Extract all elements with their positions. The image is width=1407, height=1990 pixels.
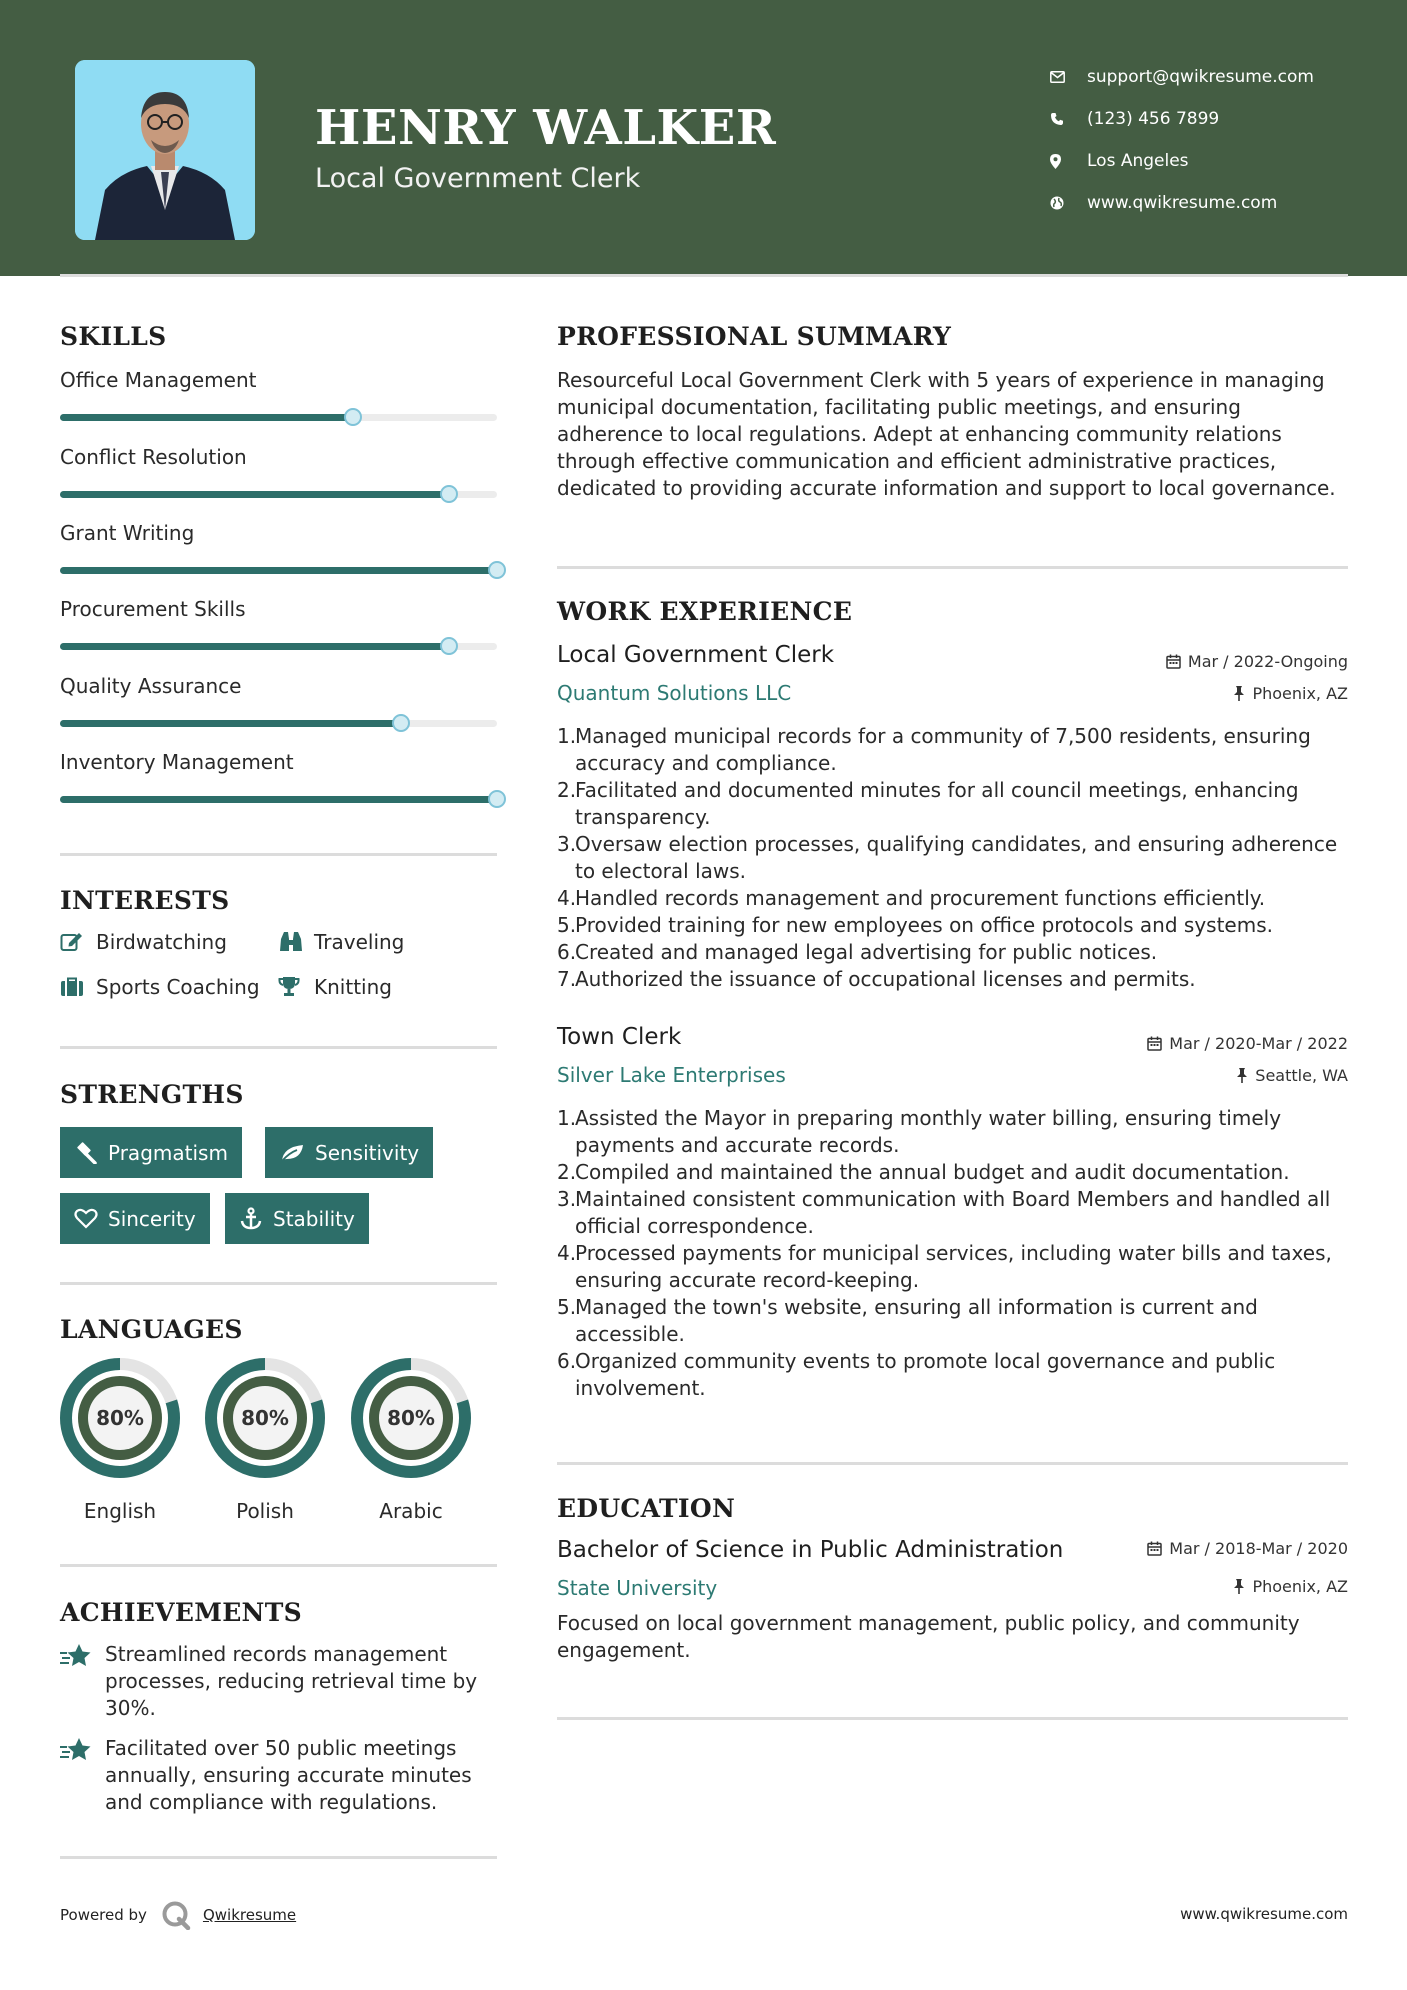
job-date bbox=[1147, 1034, 1348, 1053]
phone-icon bbox=[1050, 112, 1087, 126]
interest-label: Knitting bbox=[314, 975, 392, 999]
achievement-text: Facilitated over 50 public meetings annually, ensuring accurate minutes and compliance with regulations. bbox=[105, 1736, 472, 1814]
education-location bbox=[1233, 1577, 1348, 1596]
footer-powered-by bbox=[60, 1900, 296, 1930]
interest-item bbox=[60, 975, 260, 999]
duty-text: Provided training for new employees on office protocols and systems. bbox=[575, 913, 1273, 937]
gavel-icon bbox=[74, 1142, 98, 1164]
duty-item: 2. Compiled and maintained the annual budget and audit documentation. bbox=[557, 1160, 1290, 1184]
strengths-heading: STRENGTHS bbox=[60, 1080, 244, 1109]
duty-item: 1. Managed municipal records for a community of 7,500 residents, ensuring accuracy and compliance. bbox=[557, 723, 1352, 777]
education-location-text: Phoenix, AZ bbox=[1252, 1577, 1348, 1596]
star-icon bbox=[60, 1735, 105, 1816]
header-divider bbox=[60, 274, 1348, 277]
language-name: Arabic bbox=[379, 1499, 443, 1523]
candidate-name: HENRY WALKER bbox=[315, 100, 777, 156]
language-item bbox=[204, 1357, 326, 1523]
skill-bar bbox=[60, 796, 497, 803]
degree-title: Bachelor of Science in Public Administration bbox=[557, 1537, 1064, 1563]
powered-by-text: Powered by bbox=[60, 1906, 147, 1924]
language-percent: 80% bbox=[96, 1406, 144, 1430]
pencil-square-icon bbox=[60, 931, 96, 953]
contact-phone-text: (123) 456 7899 bbox=[1087, 109, 1220, 129]
skill-bar-fill bbox=[60, 567, 497, 574]
contact-list bbox=[1050, 56, 1314, 224]
calendar-icon bbox=[1166, 654, 1181, 669]
duty-list bbox=[557, 723, 1352, 993]
education-date bbox=[1147, 1539, 1348, 1558]
strength-tag bbox=[60, 1127, 242, 1178]
duty-text: Facilitated and documented minutes for all council meetings, enhancing transparency. bbox=[575, 778, 1299, 829]
skill-bar bbox=[60, 643, 497, 650]
duty-text: Created and managed legal advertising for public notices. bbox=[575, 940, 1158, 964]
achievement-text: Streamlined records management processes, reducing retrieval time by 30%. bbox=[105, 1642, 478, 1720]
section-divider bbox=[60, 1564, 497, 1567]
language-ring bbox=[59, 1357, 181, 1479]
skills-heading: SKILLS bbox=[60, 322, 167, 351]
language-item bbox=[350, 1357, 472, 1523]
duty-list bbox=[557, 1105, 1352, 1402]
education-description: Focused on local government management, public policy, and community engagement. bbox=[557, 1611, 1300, 1662]
qwikresume-logo-icon bbox=[161, 1900, 191, 1930]
duty-text: Organized community events to promote local governance and public involvement. bbox=[575, 1349, 1276, 1400]
job-date-text: Mar / 2020-Mar / 2022 bbox=[1169, 1034, 1348, 1053]
language-ring bbox=[204, 1357, 326, 1479]
duty-item: 3. Maintained consistent communication with Board Members and handled all official correspondence. bbox=[557, 1186, 1352, 1240]
job-location bbox=[1233, 684, 1348, 703]
language-name: Polish bbox=[236, 1499, 294, 1523]
anchor-icon bbox=[239, 1207, 263, 1231]
star-icon bbox=[60, 1641, 105, 1722]
contact-email-text: support@qwikresume.com bbox=[1087, 67, 1314, 87]
school-name: State University bbox=[557, 1576, 718, 1600]
duty-text: Assisted the Mayor in preparing monthly water billing, ensuring timely payments and accurate records. bbox=[575, 1106, 1282, 1157]
briefcase-icon bbox=[60, 977, 96, 997]
job-location bbox=[1236, 1066, 1348, 1085]
contact-location bbox=[1050, 140, 1314, 182]
skill-label: Office Management bbox=[60, 368, 257, 392]
languages-heading: LANGUAGES bbox=[60, 1315, 243, 1344]
strength-tag bbox=[225, 1193, 369, 1244]
skill-label: Procurement Skills bbox=[60, 597, 246, 621]
job-date bbox=[1166, 652, 1348, 671]
binoculars-icon bbox=[278, 931, 314, 953]
job-location-text: Phoenix, AZ bbox=[1252, 684, 1348, 703]
strength-label: Stability bbox=[273, 1206, 355, 1231]
duty-item: 2. Facilitated and documented minutes for all council meetings, enhancing transparency. bbox=[557, 777, 1352, 831]
duty-text: Compiled and maintained the annual budget and audit documentation. bbox=[575, 1160, 1290, 1184]
interest-label: Traveling bbox=[314, 930, 405, 954]
job-location-text: Seattle, WA bbox=[1255, 1066, 1348, 1085]
duty-item: 4. Handled records management and procurement functions efficiently. bbox=[557, 886, 1266, 910]
skill-bar bbox=[60, 414, 497, 421]
company-name: Silver Lake Enterprises bbox=[557, 1063, 786, 1087]
duty-item: 5. Managed the town's website, ensuring all information is current and accessible. bbox=[557, 1294, 1352, 1348]
heart-icon bbox=[74, 1208, 98, 1229]
duty-text: Processed payments for municipal services, including water bills and taxes, ensuring accurate record-keeping. bbox=[575, 1241, 1332, 1292]
skill-label: Grant Writing bbox=[60, 521, 195, 545]
interest-item bbox=[60, 930, 227, 954]
header-banner bbox=[0, 0, 1407, 276]
duty-item: 1. Assisted the Mayor in preparing monthly water billing, ensuring timely payments and accurate records. bbox=[557, 1105, 1352, 1159]
duty-item: 3. Oversaw election processes, qualifying candidates, and ensuring adherence to electoral laws. bbox=[557, 831, 1352, 885]
pushpin-icon bbox=[1233, 686, 1245, 701]
duty-text: Handled records management and procurement functions efficiently. bbox=[575, 886, 1266, 910]
pushpin-icon bbox=[1233, 1579, 1245, 1594]
globe-icon bbox=[1050, 196, 1087, 210]
candidate-title: Local Government Clerk bbox=[315, 163, 641, 194]
interests-heading: INTERESTS bbox=[60, 886, 230, 915]
job-title: Local Government Clerk bbox=[557, 642, 835, 668]
contact-location-text: Los Angeles bbox=[1087, 151, 1189, 171]
achievement-item bbox=[60, 1641, 500, 1722]
contact-phone[interactable] bbox=[1050, 98, 1314, 140]
qwikresume-link[interactable]: Qwikresume bbox=[202, 1906, 297, 1924]
achievements-heading: ACHIEVEMENTS bbox=[60, 1598, 302, 1627]
language-percent: 80% bbox=[241, 1406, 289, 1430]
duty-item: 6. Organized community events to promote local governance and public involvement. bbox=[557, 1348, 1352, 1402]
section-divider bbox=[60, 1856, 497, 1859]
skill-bar-knob bbox=[488, 561, 506, 579]
job-title: Town Clerk bbox=[557, 1024, 682, 1050]
interest-item bbox=[278, 930, 404, 954]
calendar-icon bbox=[1147, 1541, 1162, 1556]
job-date-text: Mar / 2022-Ongoing bbox=[1187, 652, 1348, 671]
skill-label: Inventory Management bbox=[60, 750, 294, 774]
summary-text: Resourceful Local Government Clerk with 5 years of experience in managing municipal documentation, facilitating public meetings, and ensuring adherence to local regulations. Adept at enhancing community relations through effective communication and efficient administrative practices, dedicated to providing accurate information and support to local governance. bbox=[557, 368, 1336, 500]
duty-text: Managed municipal records for a community of 7,500 residents, ensuring accuracy and compliance. bbox=[575, 724, 1311, 775]
education-date-text: Mar / 2018-Mar / 2020 bbox=[1169, 1539, 1348, 1558]
section-divider bbox=[60, 1046, 497, 1049]
summary-heading: PROFESSIONAL SUMMARY bbox=[557, 322, 952, 351]
skill-bar bbox=[60, 720, 497, 727]
duty-item: 4. Processed payments for municipal services, including water bills and taxes, ensuring accurate record-keeping. bbox=[557, 1240, 1352, 1294]
pushpin-icon bbox=[1236, 1068, 1248, 1083]
skill-bar-knob bbox=[440, 485, 458, 503]
language-item bbox=[59, 1357, 181, 1523]
calendar-icon bbox=[1147, 1036, 1162, 1051]
duty-item: 5. Provided training for new employees on office protocols and systems. bbox=[557, 913, 1273, 937]
strength-tag bbox=[60, 1193, 210, 1244]
section-divider bbox=[60, 853, 497, 856]
skill-label: Quality Assurance bbox=[60, 674, 242, 698]
duty-item: 6. Created and managed legal advertising for public notices. bbox=[557, 940, 1158, 964]
duty-item: 7. Authorized the issuance of occupational licenses and permits. bbox=[557, 967, 1196, 991]
education-heading: EDUCATION bbox=[557, 1494, 736, 1523]
skill-bar-fill bbox=[60, 491, 449, 498]
skill-bar-knob bbox=[488, 790, 506, 808]
skill-bar bbox=[60, 491, 497, 498]
skill-label: Conflict Resolution bbox=[60, 445, 247, 469]
strength-label: Pragmatism bbox=[108, 1140, 228, 1165]
duty-text: Oversaw election processes, qualifying candidates, and ensuring adherence to electoral laws. bbox=[575, 832, 1338, 883]
location-pin-icon bbox=[1050, 154, 1087, 169]
email-icon bbox=[1050, 71, 1087, 83]
section-divider bbox=[557, 1462, 1348, 1465]
language-name: English bbox=[83, 1499, 157, 1523]
section-divider bbox=[557, 1717, 1348, 1720]
skill-bar-fill bbox=[60, 796, 497, 803]
skill-bar-fill bbox=[60, 414, 353, 421]
contact-website[interactable] bbox=[1050, 182, 1314, 224]
skill-bar-fill bbox=[60, 720, 401, 727]
footer-website[interactable]: www.qwikresume.com bbox=[1180, 1905, 1348, 1923]
strength-label: Sincerity bbox=[108, 1206, 196, 1231]
skill-bar bbox=[60, 567, 497, 574]
contact-email[interactable] bbox=[1050, 56, 1314, 98]
interest-item bbox=[278, 975, 392, 999]
strength-label: Sensitivity bbox=[315, 1140, 420, 1165]
contact-website-text: www.qwikresume.com bbox=[1087, 193, 1278, 213]
skill-bar-fill bbox=[60, 643, 449, 650]
skill-bar-knob bbox=[440, 637, 458, 655]
achievement-item bbox=[60, 1735, 500, 1816]
duty-text: Maintained consistent communication with Board Members and handled all official correspondence. bbox=[575, 1187, 1331, 1238]
strength-tag bbox=[265, 1127, 433, 1178]
duty-text: Managed the town's website, ensuring all information is current and accessible. bbox=[575, 1295, 1258, 1346]
interest-label: Sports Coaching bbox=[96, 975, 260, 999]
section-divider bbox=[60, 1282, 497, 1285]
interest-label: Birdwatching bbox=[96, 930, 227, 954]
leaf-icon bbox=[279, 1143, 305, 1163]
skill-bar-knob bbox=[344, 408, 362, 426]
trophy-icon bbox=[278, 976, 314, 998]
duty-text: Authorized the issuance of occupational licenses and permits. bbox=[575, 967, 1196, 991]
experience-heading: WORK EXPERIENCE bbox=[557, 597, 853, 626]
language-ring bbox=[350, 1357, 472, 1479]
language-percent: 80% bbox=[387, 1406, 435, 1430]
profile-photo bbox=[75, 60, 255, 240]
company-name: Quantum Solutions LLC bbox=[557, 681, 792, 705]
section-divider bbox=[557, 566, 1348, 569]
skill-bar-knob bbox=[392, 714, 410, 732]
